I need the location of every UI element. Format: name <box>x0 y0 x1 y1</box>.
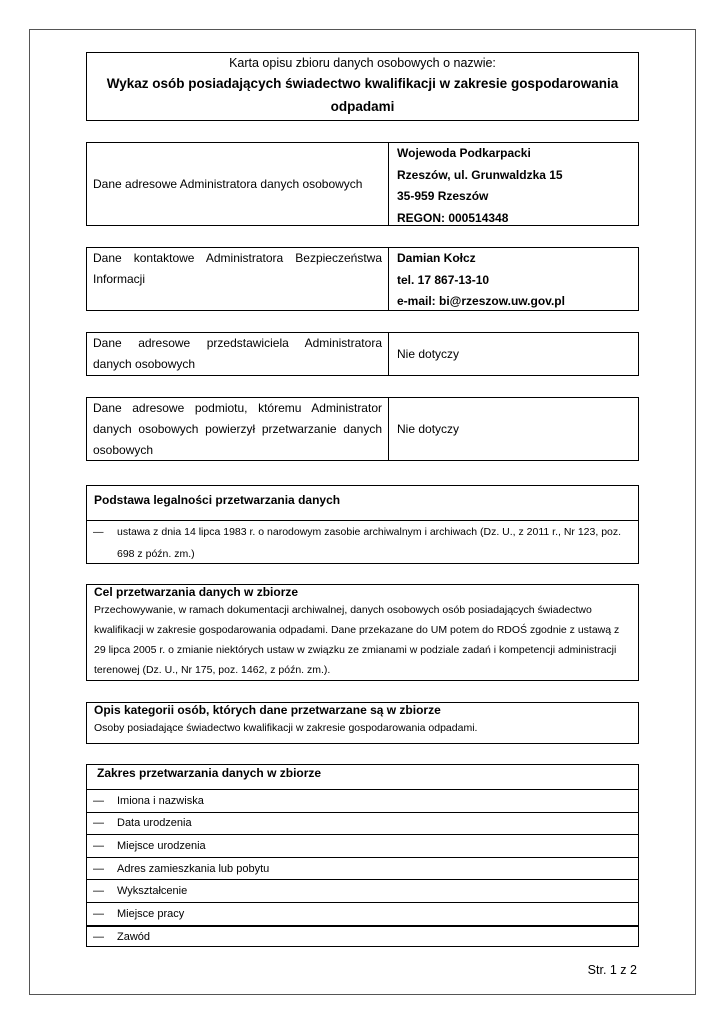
processor-section <box>86 397 639 461</box>
page-number: Str. 1 z 2 <box>587 963 637 977</box>
legal-basis-line2: 698 z późn. zm.) <box>117 548 195 560</box>
dash-bullet: — <box>93 794 104 807</box>
security-admin-email: e-mail: bi@rzeszow.uw.gov.pl <box>397 294 565 308</box>
legal-basis-heading: Podstawa legalności przetwarzania danych <box>87 486 638 521</box>
representative-label-line1: Dane adresowe przedstawiciela Administratora <box>93 336 382 350</box>
scope-item-label: Zawód <box>117 930 151 943</box>
list-item <box>87 812 638 835</box>
dash-bullet: — <box>93 862 104 875</box>
representative-label-line2: danych osobowych <box>93 357 196 371</box>
admin-city: 35-959 Rzeszów <box>397 189 489 203</box>
admin-address-label: Dane adresowe Administratora danych osobowych <box>87 143 389 225</box>
dash-bullet: — <box>93 885 104 898</box>
scope-item-label: Miejsce urodzenia <box>117 839 206 852</box>
legal-basis-section <box>86 485 639 564</box>
dash-bullet: — <box>93 907 104 920</box>
title-box <box>86 52 639 121</box>
card-subtitle: Karta opisu zbioru danych osobowych o nazwie: <box>229 56 496 70</box>
security-admin-phone: tel. 17 867-13-10 <box>397 272 490 287</box>
categories-section <box>86 702 639 744</box>
processor-label-line3: osobowych <box>93 443 154 457</box>
purpose-heading: Cel przetwarzania danych w zbiorze <box>94 585 299 599</box>
dash-bullet: — <box>93 526 104 538</box>
scope-item-label: Adres zamieszkania lub pobytu <box>117 862 270 875</box>
legal-basis-text <box>117 521 638 565</box>
security-admin-value <box>389 248 638 310</box>
representative-label <box>87 333 389 375</box>
admin-regon: REGON: 000514348 <box>397 210 509 225</box>
admin-address-value <box>389 143 638 225</box>
representative-section <box>86 332 639 376</box>
list-item <box>87 902 638 925</box>
scope-item-label: Data urodzenia <box>117 817 192 830</box>
processor-label-line1: Dane adresowe podmiotu, któremu Administrator <box>93 401 382 415</box>
purpose-text: Przechowywanie, w ramach dokumentacji archiwalnej, danych osobowych osób posiadających świadectwo kwalifikacji w zakresie gospodarowania odpadami. Dane przekazane do UM potem do RDOŚ zgodnie z ustawą z 29 lipca 2005 r. o zmianie niektórych ustaw w związku ze zmianami w podziale zadań i kompetencji administracji terenowej (Dz. U., Nr 175, poz. 1462, z późn. zm.). <box>94 604 620 676</box>
security-admin-section <box>86 247 639 311</box>
processor-label <box>87 398 389 460</box>
admin-address-section <box>86 142 639 226</box>
scope-heading: Zakres przetwarzania danych w zbiorze <box>97 766 322 780</box>
scope-item-label: Miejsce pracy <box>117 907 185 920</box>
scope-section <box>86 764 639 947</box>
list-item <box>87 879 638 902</box>
admin-name: Wojewoda Podkarpacki <box>397 146 531 160</box>
list-item <box>87 857 638 880</box>
legal-basis-item <box>87 521 638 565</box>
dash-bullet: — <box>93 930 104 943</box>
security-admin-label-line1: Dane kontaktowe Administratora Bezpieczeństwa <box>93 251 382 265</box>
security-admin-label-line2: Informacji <box>93 272 146 286</box>
representative-value: Nie dotyczy <box>397 347 460 361</box>
legal-basis-line1: ustawa z dnia 14 lipca 1983 r. o narodowym zasobie archiwalnym i archiwach (Dz. U., z 2011 r., Nr 123, poz. <box>117 526 622 538</box>
dash-bullet: — <box>93 817 104 830</box>
list-item <box>87 834 638 857</box>
processor-value: Nie dotyczy <box>397 422 460 436</box>
admin-street: Rzeszów, ul. Grunwaldzka 15 <box>397 167 563 182</box>
security-admin-label <box>87 248 389 310</box>
categories-text: Osoby posiadające świadectwo kwalifikacji w zakresie gospodarowania odpadami. <box>94 722 478 734</box>
scope-item-label: Wykształcenie <box>117 885 188 898</box>
scope-item-label: Imiona i nazwiska <box>117 794 204 807</box>
list-item <box>87 925 638 948</box>
dash-bullet: — <box>93 839 104 852</box>
list-item <box>87 789 638 812</box>
processor-label-line2: danych osobowych powierzył przetwarzanie danych <box>93 422 382 436</box>
purpose-section <box>86 584 639 681</box>
categories-heading: Opis kategorii osób, których dane przetwarzane są w zbiorze <box>94 703 441 717</box>
collection-title: Wykaz osób posiadających świadectwo kwalifikacji w zakresie gospodarowania odpadami <box>106 76 619 114</box>
security-admin-name: Damian Kołcz <box>397 251 476 265</box>
